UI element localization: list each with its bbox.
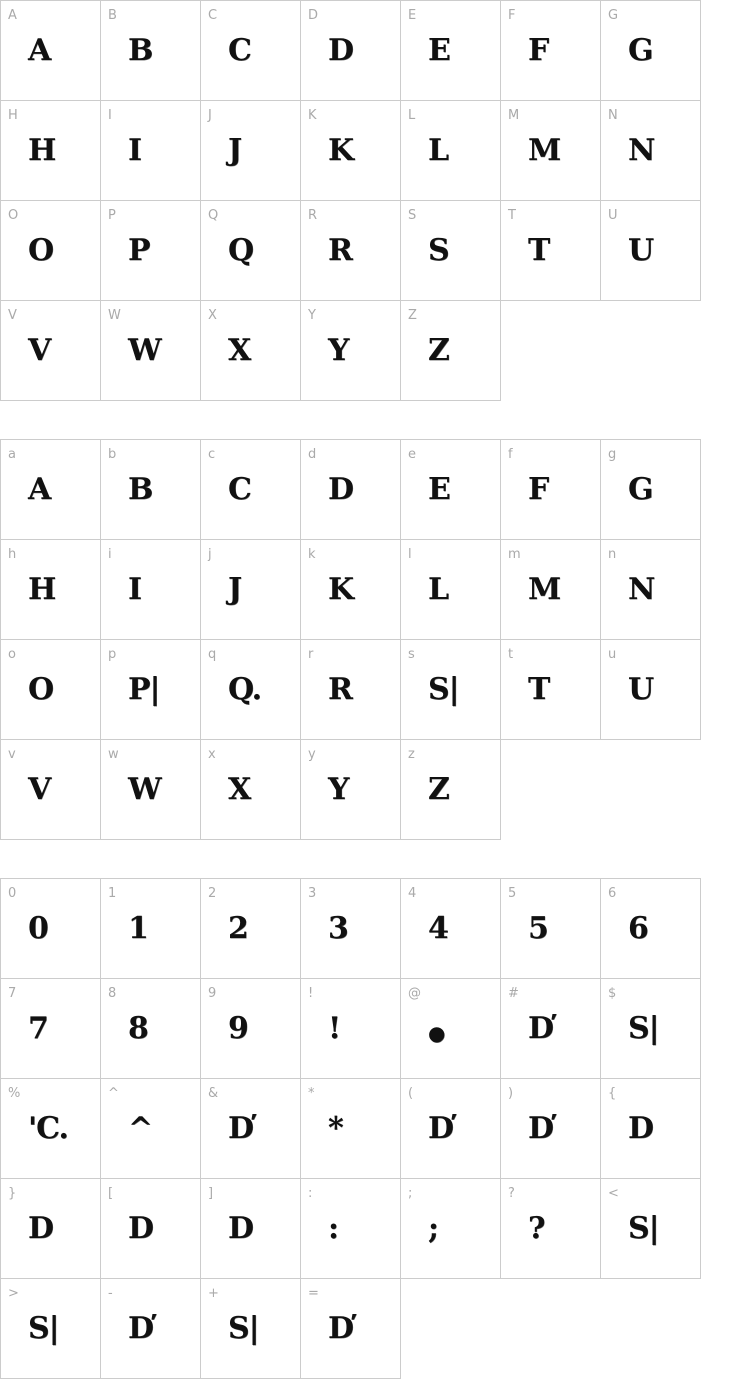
char-cell <box>501 1079 601 1179</box>
char-cell <box>1 440 101 540</box>
char-row <box>1 1179 701 1279</box>
char-label: j <box>208 547 212 562</box>
char-label: W <box>108 308 121 323</box>
char-glyph: M <box>528 133 561 168</box>
char-glyph: D̕ <box>128 1311 154 1346</box>
char-cell <box>501 640 601 740</box>
char-cell <box>201 1279 301 1379</box>
character-map-uppercase <box>0 0 701 401</box>
char-cell <box>601 640 701 740</box>
char-label: y <box>308 747 316 762</box>
char-label: b <box>108 447 117 462</box>
char-label: a <box>8 447 16 462</box>
char-glyph: 5 <box>528 911 548 946</box>
char-cell <box>201 879 301 979</box>
char-glyph: P| <box>128 672 160 707</box>
char-cell <box>301 201 401 301</box>
char-glyph: N <box>628 133 655 168</box>
char-label: f <box>508 447 513 462</box>
char-label: i <box>108 547 112 562</box>
char-cell <box>401 101 501 201</box>
char-glyph: M <box>528 572 561 607</box>
char-cell <box>1 201 101 301</box>
char-glyph: A <box>28 33 51 68</box>
char-glyph: Z <box>428 772 449 807</box>
char-cell <box>401 540 501 640</box>
char-glyph: : <box>328 1211 339 1246</box>
char-label: p <box>108 647 117 662</box>
char-label: E <box>408 8 417 23</box>
char-glyph: F <box>528 33 549 68</box>
char-cell <box>101 1279 201 1379</box>
char-label: ^ <box>108 1086 119 1101</box>
char-glyph: K <box>328 133 354 168</box>
char-glyph: D̕ <box>328 1311 354 1346</box>
char-label: @ <box>408 986 421 1001</box>
char-cell <box>601 440 701 540</box>
char-glyph: H <box>28 572 56 607</box>
char-glyph: W <box>128 333 161 368</box>
char-glyph: 9 <box>228 1011 248 1046</box>
char-label: % <box>8 1086 21 1101</box>
char-row <box>1 1 701 101</box>
char-label: D <box>308 8 319 23</box>
char-cell <box>101 201 201 301</box>
char-cell <box>501 540 601 640</box>
char-cell <box>101 879 201 979</box>
char-label: v <box>8 747 16 762</box>
char-label: } <box>8 1186 17 1201</box>
char-row <box>1 640 701 740</box>
char-glyph: D <box>328 472 354 507</box>
char-label: I <box>108 108 112 123</box>
char-glyph: F <box>528 472 549 507</box>
char-glyph: D <box>328 33 354 68</box>
char-glyph: N <box>628 572 655 607</box>
char-cell <box>401 301 501 401</box>
char-glyph: B <box>128 33 153 68</box>
char-glyph: I <box>128 133 142 168</box>
char-label: 4 <box>408 886 417 901</box>
char-glyph: D <box>28 1211 54 1246</box>
char-glyph: P <box>128 233 150 268</box>
char-label: T <box>508 208 516 223</box>
char-row <box>1 1279 701 1379</box>
char-glyph: X <box>228 772 251 807</box>
char-glyph: 6 <box>628 911 648 946</box>
char-cell <box>101 640 201 740</box>
char-cell <box>101 979 201 1079</box>
char-label: - <box>108 1286 113 1301</box>
char-glyph: E <box>428 33 450 68</box>
char-cell <box>201 1179 301 1279</box>
char-cell <box>101 440 201 540</box>
char-glyph: S| <box>228 1311 259 1346</box>
character-map-lowercase <box>0 439 701 840</box>
char-label: H <box>8 108 18 123</box>
char-cell <box>601 1079 701 1179</box>
char-glyph: 8 <box>128 1011 148 1046</box>
char-cell <box>601 201 701 301</box>
char-cell <box>201 301 301 401</box>
char-cell <box>101 540 201 640</box>
char-label: V <box>8 308 17 323</box>
char-cell <box>601 540 701 640</box>
char-cell <box>601 1 701 101</box>
char-cell <box>1 1279 101 1379</box>
char-row <box>1 879 701 979</box>
char-glyph: S| <box>428 672 459 707</box>
char-glyph: * <box>328 1111 343 1146</box>
char-row <box>1 201 701 301</box>
char-cell <box>401 879 501 979</box>
char-cell <box>301 101 401 201</box>
char-label: B <box>108 8 117 23</box>
char-label: 9 <box>208 986 217 1001</box>
char-glyph: 0 <box>28 911 48 946</box>
char-label: d <box>308 447 317 462</box>
char-cell <box>501 879 601 979</box>
char-cell <box>101 101 201 201</box>
char-cell <box>401 1079 501 1179</box>
char-glyph: D̕ <box>528 1111 554 1146</box>
char-label: : <box>308 1186 313 1201</box>
char-glyph: U <box>628 672 654 707</box>
char-row <box>1 979 701 1079</box>
char-glyph: ; <box>428 1211 439 1246</box>
char-label: h <box>8 547 17 562</box>
char-glyph: S| <box>628 1011 659 1046</box>
char-glyph: D <box>128 1211 154 1246</box>
char-label: P <box>108 208 116 223</box>
char-label: r <box>308 647 314 662</box>
character-map-digits-symbols <box>0 878 701 1379</box>
char-glyph: C <box>228 472 251 507</box>
char-cell <box>1 1 101 101</box>
char-cell <box>201 1 301 101</box>
char-glyph: E <box>428 472 450 507</box>
char-label: s <box>408 647 415 662</box>
char-glyph: T <box>528 672 550 707</box>
char-label: + <box>208 1286 219 1301</box>
char-glyph: A <box>28 472 51 507</box>
char-label: ? <box>508 1186 515 1201</box>
char-label: k <box>308 547 316 562</box>
char-cell <box>501 440 601 540</box>
char-label: 8 <box>108 986 117 1001</box>
char-cell <box>501 201 601 301</box>
char-cell <box>301 879 401 979</box>
char-label: = <box>308 1286 319 1301</box>
char-label: N <box>608 108 618 123</box>
char-label: g <box>608 447 617 462</box>
char-label: [ <box>108 1186 114 1201</box>
char-label: 3 <box>308 886 317 901</box>
char-glyph: T <box>528 233 550 268</box>
char-cell <box>1 101 101 201</box>
char-label: Y <box>308 308 316 323</box>
char-cell <box>401 740 501 840</box>
char-glyph: 2 <box>228 911 248 946</box>
char-label: Q <box>208 208 219 223</box>
char-glyph: D̕ <box>228 1111 254 1146</box>
char-row <box>1 1079 701 1179</box>
char-cell <box>101 1179 201 1279</box>
char-label: 7 <box>8 986 17 1001</box>
char-glyph: 3 <box>328 911 348 946</box>
char-label: m <box>508 547 521 562</box>
char-cell <box>101 740 201 840</box>
char-cell <box>101 1079 201 1179</box>
char-cell <box>401 979 501 1079</box>
char-cell <box>601 979 701 1079</box>
char-cell <box>401 640 501 740</box>
char-label: { <box>608 1086 617 1101</box>
char-label: ; <box>408 1186 413 1201</box>
char-cell <box>301 440 401 540</box>
char-cell <box>601 1179 701 1279</box>
char-cell <box>401 1179 501 1279</box>
char-glyph: S <box>428 233 449 268</box>
char-glyph: G <box>628 472 653 507</box>
char-label: 6 <box>608 886 617 901</box>
char-glyph: S| <box>28 1311 59 1346</box>
char-cell <box>1 1079 101 1179</box>
char-glyph: 4 <box>428 911 448 946</box>
char-glyph: C <box>228 33 251 68</box>
char-glyph: W <box>128 772 161 807</box>
char-cell <box>301 979 401 1079</box>
char-glyph: ● <box>428 1021 445 1045</box>
char-glyph: B <box>128 472 153 507</box>
char-label: n <box>608 547 617 562</box>
char-glyph: S| <box>628 1211 659 1246</box>
char-glyph: Y <box>328 333 349 368</box>
char-label: c <box>208 447 216 462</box>
char-label: C <box>208 8 218 23</box>
char-glyph: ^ <box>128 1111 153 1146</box>
char-glyph: J <box>228 133 242 168</box>
char-cell <box>301 301 401 401</box>
char-glyph: 1 <box>128 911 148 946</box>
char-row <box>1 301 701 401</box>
char-glyph: R <box>328 233 352 268</box>
char-cell <box>1 979 101 1079</box>
char-glyph: Q. <box>228 672 262 707</box>
char-glyph: 'C. <box>28 1111 68 1146</box>
char-cell <box>201 101 301 201</box>
char-label: # <box>508 986 519 1001</box>
char-glyph: V <box>28 772 51 807</box>
char-cell <box>1 879 101 979</box>
char-label: 1 <box>108 886 117 901</box>
char-cell <box>301 540 401 640</box>
char-label: u <box>608 647 617 662</box>
char-label: L <box>408 108 416 123</box>
char-cell <box>401 1 501 101</box>
char-glyph: R <box>328 672 352 707</box>
char-glyph: D̕ <box>528 1011 554 1046</box>
char-cell <box>301 1279 401 1379</box>
char-cell <box>1 1179 101 1279</box>
char-glyph: ? <box>528 1211 545 1246</box>
char-glyph: D <box>628 1111 654 1146</box>
char-cell <box>501 1 601 101</box>
char-glyph: O <box>28 672 54 707</box>
char-label: A <box>8 8 17 23</box>
char-glyph: D <box>228 1211 254 1246</box>
char-label: > <box>8 1286 19 1301</box>
char-cell <box>401 201 501 301</box>
char-label: X <box>208 308 217 323</box>
char-label: x <box>208 747 216 762</box>
char-cell <box>601 879 701 979</box>
char-label: M <box>508 108 520 123</box>
char-glyph: Y <box>328 772 349 807</box>
char-label: J <box>208 108 212 123</box>
char-label: z <box>408 747 415 762</box>
char-label: < <box>608 1186 619 1201</box>
char-cell <box>301 740 401 840</box>
char-cell <box>201 540 301 640</box>
char-label: * <box>308 1086 315 1101</box>
char-label: e <box>408 447 416 462</box>
char-cell <box>601 101 701 201</box>
char-glyph: G <box>628 33 653 68</box>
char-cell <box>1 740 101 840</box>
char-glyph: Q <box>228 233 254 268</box>
char-cell <box>301 1 401 101</box>
char-label: Z <box>408 308 417 323</box>
char-cell <box>301 1079 401 1179</box>
char-glyph: O <box>28 233 54 268</box>
char-glyph: 7 <box>28 1011 48 1046</box>
char-glyph: Z <box>428 333 449 368</box>
char-cell <box>201 740 301 840</box>
char-label: w <box>108 747 119 762</box>
char-glyph: H <box>28 133 56 168</box>
char-glyph: U <box>628 233 654 268</box>
char-row <box>1 540 701 640</box>
char-glyph: I <box>128 572 142 607</box>
char-label: 0 <box>8 886 17 901</box>
char-label: O <box>8 208 19 223</box>
char-label: ) <box>508 1086 514 1101</box>
char-row <box>1 740 701 840</box>
char-label: l <box>408 547 412 562</box>
char-row <box>1 440 701 540</box>
char-cell <box>401 440 501 540</box>
char-label: R <box>308 208 318 223</box>
char-cell <box>501 1179 601 1279</box>
char-glyph: L <box>428 572 449 607</box>
char-label: t <box>508 647 514 662</box>
char-cell <box>1 540 101 640</box>
char-label: & <box>208 1086 219 1101</box>
char-label: q <box>208 647 217 662</box>
char-cell <box>301 1179 401 1279</box>
char-cell <box>101 1 201 101</box>
char-cell <box>201 440 301 540</box>
char-label: ] <box>208 1186 214 1201</box>
char-cell <box>201 640 301 740</box>
char-label: ( <box>408 1086 414 1101</box>
char-glyph: L <box>428 133 449 168</box>
char-cell <box>101 301 201 401</box>
char-glyph: J <box>228 572 242 607</box>
char-label: $ <box>608 986 617 1001</box>
char-cell <box>1 301 101 401</box>
char-glyph: X <box>228 333 251 368</box>
char-glyph: V <box>28 333 51 368</box>
char-row <box>1 101 701 201</box>
char-glyph: D̕ <box>428 1111 454 1146</box>
char-label: 5 <box>508 886 517 901</box>
char-label: G <box>608 8 619 23</box>
char-glyph: ! <box>328 1011 341 1046</box>
char-label: K <box>308 108 317 123</box>
char-cell <box>501 979 601 1079</box>
char-label: ! <box>308 986 314 1001</box>
char-cell <box>201 979 301 1079</box>
char-label: S <box>408 208 417 223</box>
char-label: F <box>508 8 516 23</box>
char-label: U <box>608 208 618 223</box>
char-cell <box>1 640 101 740</box>
char-cell <box>501 101 601 201</box>
char-cell <box>301 640 401 740</box>
char-cell <box>201 201 301 301</box>
char-label: 2 <box>208 886 217 901</box>
char-cell <box>201 1079 301 1179</box>
char-label: o <box>8 647 16 662</box>
char-glyph: K <box>328 572 354 607</box>
